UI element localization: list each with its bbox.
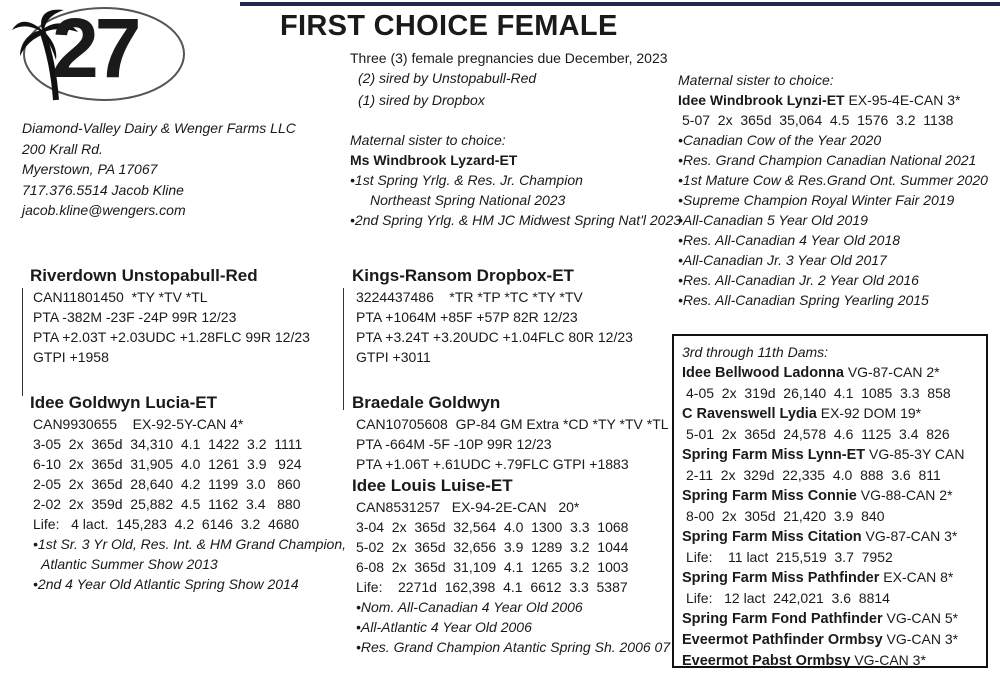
sister-2-award: •1st Mature Cow & Res.Grand Ont. Summer 2020: [678, 172, 988, 188]
ancestor-dam-record: 5-01 2x 365d 24,578 4.6 1125 3.4 826: [686, 426, 950, 442]
ancestor-dam-record: 2-11 2x 329d 22,335 4.0 888 3.6 811: [686, 467, 941, 483]
dam-2-award: •All-Atlantic 4 Year Old 2006: [356, 619, 532, 635]
sire-3-line: CAN10705608 GP-84 GM Extra *CD *TY *TV *TL: [356, 416, 669, 432]
sire-2-block: [352, 266, 633, 367]
ancestor-dam-classification: EX-CAN 8*: [879, 569, 954, 585]
sister-2-award: •All-Canadian Jr. 3 Year Old 2017: [678, 252, 887, 268]
pedigree-connector: [22, 288, 23, 396]
sire-3-block: [352, 393, 669, 474]
ancestor-dam-classification: VG-88-CAN 2*: [856, 487, 953, 503]
sister-2-award: •Res. All-Canadian 4 Year Old 2018: [678, 232, 901, 248]
ancestor-dam-name: Eveermot Pabst Ormbsy: [682, 653, 851, 669]
ancestor-dam-classification: EX-92 DOM 19*: [816, 405, 922, 421]
sister-2-record: 5-07 2x 365d 35,064 4.5 1576 3.2 1138: [682, 112, 954, 128]
lot-number: 27: [52, 1, 138, 95]
sire-2-line: 3224437486 *TR *TP *TC *TY *TV: [356, 289, 583, 305]
dam-1-record: Life: 4 lact. 145,283 4.2 6146 3.2 4680: [33, 516, 300, 532]
ancestor-dam-record: Life: 11 lact 215,519 3.7 7952: [686, 549, 893, 565]
sister-1-award: Northeast Spring National 2023: [370, 192, 566, 208]
sire-3-line: PTA +1.06T +.61UDC +.79FLC GTPI +1883: [356, 456, 629, 472]
dam-1-award: Atlantic Summer Show 2013: [41, 556, 218, 572]
ancestor-dam-name: Spring Farm Fond Pathfinder: [682, 611, 883, 627]
sire-1-line: PTA +2.03T +2.03UDC +1.28FLC 99R 12/23: [33, 329, 310, 345]
dams-box-label: 3rd through 11th Dams:: [682, 344, 829, 360]
sister-1-name: Ms Windbrook Lyzard-ET: [350, 152, 518, 168]
sister-2-label: Maternal sister to choice:: [678, 72, 834, 88]
sister-2-name: Idee Windbrook Lynzi-ET: [678, 92, 845, 108]
intro-line-2: (2) sired by Unstopabull-Red: [358, 70, 537, 86]
dam-2-record: 5-02 2x 365d 32,656 3.9 1289 3.2 1044: [356, 539, 629, 555]
page-title: FIRST CHOICE FEMALE: [280, 10, 618, 42]
dam-2-record: 3-04 2x 365d 32,564 4.0 1300 3.3 1068: [356, 519, 629, 535]
dam-2-award: •Nom. All-Canadian 4 Year Old 2006: [356, 599, 583, 615]
ancestor-dam-name: Idee Bellwood Ladonna: [682, 365, 844, 381]
maternal-sister-1: [350, 130, 681, 230]
ancestor-dam-record: Life: 12 lact 242,021 3.6 8814: [686, 590, 890, 606]
ancestor-dam-classification: VG-85-3Y CAN: [865, 446, 965, 462]
ancestor-dam-classification: VG-87-CAN 2*: [843, 364, 940, 380]
ancestor-dam-name: C Ravenswell Lydia: [682, 406, 817, 422]
dam-2-record: Life: 2271d 162,398 4.1 6612 3.3 5387: [356, 579, 628, 595]
ancestor-dam-name: Spring Farm Miss Connie: [682, 488, 857, 504]
sire-2-line: PTA +3.24T +3.20UDC +1.04FLC 80R 12/23: [356, 329, 633, 345]
sire-1-line: GTPI +1958: [33, 349, 109, 365]
sister-1-award: •2nd Spring Yrlg. & HM JC Midwest Spring Nat'l 2023: [350, 212, 682, 228]
sire-3-name: Braedale Goldwyn: [352, 393, 501, 412]
ancestor-dam-name: Spring Farm Miss Pathfinder: [682, 570, 880, 586]
ancestor-dam-name: Spring Farm Miss Lynn-ET: [682, 447, 866, 463]
ancestor-dam-record: 4-05 2x 319d 26,140 4.1 1085 3.3 858: [686, 385, 951, 401]
dam-1-award: •2nd 4 Year Old Atlantic Spring Show 2014: [33, 576, 299, 592]
sister-1-award: •1st Spring Yrlg. & Res. Jr. Champion: [350, 172, 583, 188]
sire-3-line: PTA -664M -5F -10P 99R 12/23: [356, 436, 552, 452]
ancestor-dam-name: Eveermot Pathfinder Ormbsy: [682, 632, 883, 648]
ancestor-dam-record: 8-00 2x 305d 21,420 3.9 840: [686, 508, 885, 524]
dam-2-award: •Res. Grand Champion Atantic Spring Sh. 2006 07: [356, 639, 671, 655]
dam-1-award: •1st Sr. 3 Yr Old, Res. Int. & HM Grand Champion,: [33, 536, 347, 552]
sister-2-award: •All-Canadian 5 Year Old 2019: [678, 212, 868, 228]
ancestor-dam-classification: VG-87-CAN 3*: [861, 528, 958, 544]
dam-1-record: 2-05 2x 365d 28,640 4.2 1199 3.0 860: [33, 476, 301, 492]
ancestor-dam-classification: VG-CAN 5*: [882, 610, 959, 626]
sire-2-line: GTPI +3011: [356, 349, 431, 365]
dam-2-block: [352, 476, 670, 657]
consignor-block: [22, 118, 296, 221]
dam-2-name: Idee Louis Luise-ET: [352, 476, 513, 495]
sister-2-award: •Supreme Champion Royal Winter Fair 2019: [678, 192, 955, 208]
ancestor-dam-name: Spring Farm Miss Citation: [682, 529, 862, 545]
dams-box: [672, 334, 988, 668]
dam-1-record: 2-02 2x 359d 25,882 4.5 1162 3.4 880: [33, 496, 301, 512]
dam-2-record: 6-08 2x 365d 31,109 4.1 1265 3.2 1003: [356, 559, 629, 575]
consignor-email[interactable]: jacob.kline@wengers.com: [22, 202, 186, 218]
sire-1-name: Riverdown Unstopabull-Red: [30, 266, 258, 285]
consignor-name: Diamond-Valley Dairy & Wenger Farms LLC: [22, 120, 296, 136]
sire-1-block: [30, 266, 310, 367]
dam-1-registration: CAN9930655 EX-92-5Y-CAN 4*: [33, 416, 244, 432]
sire-1-line: CAN11801450 *TY *TV *TL: [33, 289, 208, 305]
sire-2-line: PTA +1064M +85F +57P 82R 12/23: [356, 309, 578, 325]
sire-1-line: PTA -382M -23F -24P 99R 12/23: [33, 309, 237, 325]
dam-1-record: 3-05 2x 365d 34,310 4.1 1422 3.2 1111: [33, 436, 303, 452]
intro-line-1: Three (3) female pregnancies due December, 2023: [350, 50, 668, 66]
intro-line-3: (1) sired by Dropbox: [358, 92, 485, 108]
sister-1-label: Maternal sister to choice:: [350, 132, 506, 148]
sister-2-award: •Res. All-Canadian Spring Yearling 2015: [678, 292, 929, 308]
dam-1-record: 6-10 2x 365d 31,905 4.0 1261 3.9 924: [33, 456, 302, 472]
dam-1-block: [30, 393, 346, 594]
sister-2-classification: EX-95-4E-CAN 3*: [844, 92, 961, 108]
dam-1-name: Idee Goldwyn Lucia-ET: [30, 393, 218, 412]
ancestor-dam-classification: VG-CAN 3*: [882, 631, 959, 647]
consignor-address-2: Myerstown, PA 17067: [22, 161, 158, 177]
pedigree-connector: [343, 288, 344, 410]
consignor-phone: 717.376.5514 Jacob Kline: [22, 181, 184, 198]
sister-2-award: •Res. All-Canadian Jr. 2 Year Old 2016: [678, 272, 919, 288]
consignor-address-1: 200 Krall Rd.: [22, 140, 103, 157]
dam-2-registration: CAN8531257 EX-94-2E-CAN 20*: [356, 499, 580, 515]
sire-2-name: Kings-Ransom Dropbox-ET: [352, 266, 574, 285]
ancestor-dam-classification: VG-CAN 3*: [850, 652, 926, 668]
sister-2-award: •Canadian Cow of the Year 2020: [678, 132, 882, 148]
sister-2-award: •Res. Grand Champion Canadian National 2021: [678, 152, 977, 168]
maternal-sister-2: [678, 70, 988, 310]
top-rule: [240, 2, 1000, 6]
